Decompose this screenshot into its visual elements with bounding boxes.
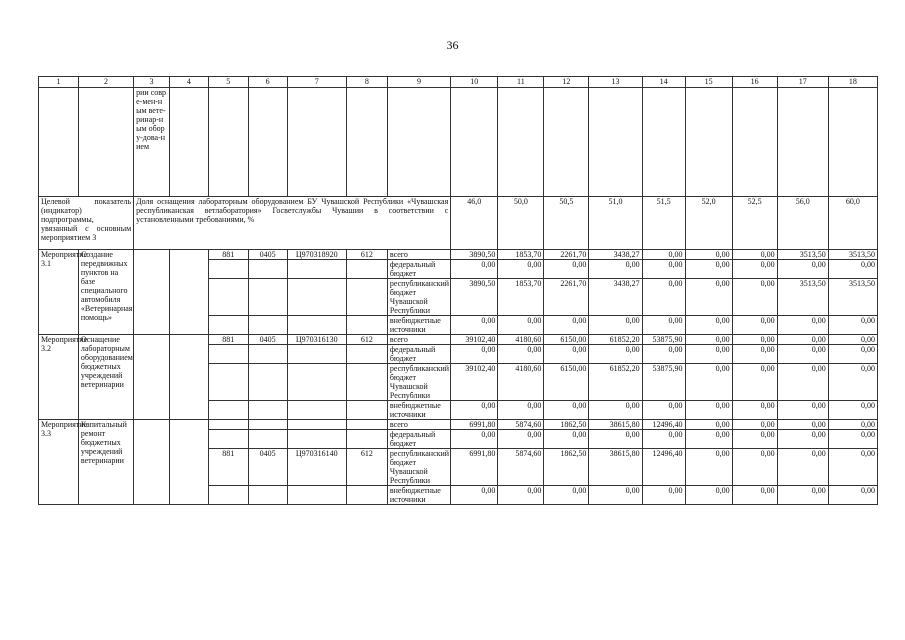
vr-code: 612	[346, 449, 387, 486]
empty-cell	[248, 260, 287, 279]
amount-cell: 0,00	[685, 364, 732, 401]
table-row	[39, 420, 878, 430]
amount-cell: 5874,60	[498, 449, 544, 486]
empty-cell	[287, 88, 346, 197]
empty-cell	[346, 260, 387, 279]
amount-cell: 0,00	[732, 260, 777, 279]
funding-source: всего	[387, 335, 450, 345]
empty-cell	[248, 345, 287, 364]
amount-cell: 0,00	[642, 345, 685, 364]
amount-cell: 3513,50	[777, 279, 828, 316]
amount-cell: 0,00	[732, 420, 777, 430]
amount-cell: 0,00	[451, 401, 498, 420]
funding-source: внебюджетные источники	[387, 316, 450, 335]
amount-cell: 0,00	[828, 430, 877, 449]
amount-cell: 0,00	[642, 279, 685, 316]
empty-cell	[208, 401, 248, 420]
amount-cell: 0,00	[777, 430, 828, 449]
amount-cell: 0,00	[828, 449, 877, 486]
amount-cell: 0,00	[828, 316, 877, 335]
amount-cell: 0,00	[589, 486, 642, 505]
empty-cell	[287, 260, 346, 279]
indicator-row	[39, 197, 878, 250]
empty-cell	[134, 420, 170, 505]
column-number: 15	[685, 77, 732, 88]
amount-cell: 39102,40	[451, 364, 498, 401]
amount-cell: 1853,70	[498, 250, 544, 260]
empty-cell	[248, 364, 287, 401]
empty-cell	[248, 486, 287, 505]
vr-code: 612	[346, 335, 387, 345]
amount-cell: 0,00	[544, 401, 589, 420]
indicator-description: Доля оснащения лабораторным оборудованием БУ Чувашской Республики «Чувашская республиканская ветлаборатория» Госветслужбы Чувашии в соответствии с установленными требованиями, %	[134, 197, 451, 250]
rzpr-code: 0405	[248, 335, 287, 345]
amount-cell: 0,00	[642, 260, 685, 279]
amount-cell: 0,00	[732, 250, 777, 260]
amount-cell: 0,00	[642, 401, 685, 420]
indicator-label: Целевой показатель (индикатор) подпрограммы, увязанный с основным мероприятием 3	[39, 197, 134, 250]
empty-cell	[78, 88, 133, 197]
amount-cell: 0,00	[828, 345, 877, 364]
csr-code: Ц970316130	[287, 335, 346, 345]
amount-cell: 0,00	[732, 279, 777, 316]
indicator-value: 60,0	[828, 197, 877, 250]
empty-cell	[287, 401, 346, 420]
amount-cell: 0,00	[777, 345, 828, 364]
amount-cell: 0,00	[589, 401, 642, 420]
amount-cell: 0,00	[685, 420, 732, 430]
amount-cell: 6991,80	[451, 420, 498, 430]
amount-cell: 0,00	[498, 345, 544, 364]
empty-cell	[287, 486, 346, 505]
amount-cell: 0,00	[451, 316, 498, 335]
continuation-row	[39, 88, 878, 197]
amount-cell: 0,00	[498, 260, 544, 279]
amount-cell: 0,00	[828, 401, 877, 420]
empty-cell	[346, 401, 387, 420]
empty-cell	[208, 420, 248, 430]
amount-cell: 0,00	[642, 250, 685, 260]
empty-cell	[346, 430, 387, 449]
amount-cell: 0,00	[828, 420, 877, 430]
amount-cell: 53875,90	[642, 335, 685, 345]
funding-source: всего	[387, 250, 450, 260]
amount-cell: 0,00	[544, 345, 589, 364]
empty-cell	[248, 420, 287, 430]
empty-cell	[387, 88, 450, 197]
column-number: 11	[498, 77, 544, 88]
empty-cell	[346, 420, 387, 430]
amount-cell: 0,00	[642, 430, 685, 449]
empty-cell	[777, 88, 828, 197]
amount-cell: 39102,40	[451, 335, 498, 345]
amount-cell: 0,00	[777, 335, 828, 345]
empty-cell	[208, 364, 248, 401]
indicator-value: 51,5	[642, 197, 685, 250]
column-number: 4	[169, 77, 208, 88]
empty-cell	[208, 430, 248, 449]
vr-code: 612	[346, 250, 387, 260]
table-row	[39, 250, 878, 260]
rzpr-code: 0405	[248, 250, 287, 260]
event-label: Мероприятие 3.3	[39, 420, 79, 505]
amount-cell: 0,00	[642, 316, 685, 335]
empty-cell	[346, 88, 387, 197]
amount-cell: 0,00	[685, 250, 732, 260]
column-number: 7	[287, 77, 346, 88]
amount-cell: 0,00	[451, 486, 498, 505]
amount-cell: 0,00	[642, 486, 685, 505]
empty-cell	[642, 88, 685, 197]
page-number: 36	[446, 38, 459, 52]
empty-cell	[685, 88, 732, 197]
amount-cell: 0,00	[544, 430, 589, 449]
column-number-row	[39, 77, 878, 88]
amount-cell: 3438,27	[589, 250, 642, 260]
funding-source: федеральный бюджет	[387, 260, 450, 279]
indicator-value: 52,5	[732, 197, 777, 250]
column-number: 17	[777, 77, 828, 88]
amount-cell: 3513,50	[777, 250, 828, 260]
indicator-value: 51,0	[589, 197, 642, 250]
column-number: 5	[208, 77, 248, 88]
table-row	[39, 335, 878, 345]
amount-cell: 0,00	[777, 449, 828, 486]
amount-cell: 12496,40	[642, 449, 685, 486]
amount-cell: 61852,20	[589, 364, 642, 401]
amount-cell: 0,00	[732, 449, 777, 486]
column-number: 6	[248, 77, 287, 88]
csr-code: Ц970318920	[287, 250, 346, 260]
column-number: 3	[134, 77, 170, 88]
empty-cell	[39, 88, 79, 197]
amount-cell: 0,00	[685, 260, 732, 279]
event-label: Мероприятие 3.2	[39, 335, 79, 420]
indicator-value: 50,0	[498, 197, 544, 250]
empty-cell	[134, 250, 170, 335]
empty-cell	[208, 345, 248, 364]
amount-cell: 0,00	[544, 316, 589, 335]
amount-cell: 0,00	[732, 316, 777, 335]
amount-cell: 0,00	[828, 364, 877, 401]
empty-cell	[287, 279, 346, 316]
indicator-value: 46,0	[451, 197, 498, 250]
empty-cell	[544, 88, 589, 197]
column-number: 13	[589, 77, 642, 88]
funding-source: внебюджетные источники	[387, 401, 450, 420]
amount-cell: 0,00	[777, 316, 828, 335]
amount-cell: 3890,50	[451, 279, 498, 316]
amount-cell: 3513,50	[828, 279, 877, 316]
empty-cell	[248, 88, 287, 197]
empty-cell	[248, 401, 287, 420]
empty-cell	[169, 88, 208, 197]
column-number: 10	[451, 77, 498, 88]
funding-source: всего	[387, 420, 450, 430]
empty-cell	[346, 364, 387, 401]
grbs-code: 881	[208, 449, 248, 486]
empty-cell	[498, 88, 544, 197]
event-name: Капитальный ремонт бюджетных учреждений ветеринарии	[78, 420, 133, 505]
amount-cell: 38615,80	[589, 449, 642, 486]
amount-cell: 4180,60	[498, 335, 544, 345]
amount-cell: 2261,70	[544, 279, 589, 316]
amount-cell: 0,00	[451, 430, 498, 449]
amount-cell: 0,00	[732, 401, 777, 420]
column-number: 18	[828, 77, 877, 88]
funding-source: федеральный бюджет	[387, 430, 450, 449]
amount-cell: 0,00	[828, 260, 877, 279]
event-label: Мероприятие 3.1	[39, 250, 79, 335]
csr-code: Ц970316140	[287, 449, 346, 486]
continuation-text: рии совре-мен-ным вете-ринар-ным обору-дова-нием	[134, 88, 170, 197]
amount-cell: 0,00	[777, 486, 828, 505]
funding-source: федеральный бюджет	[387, 345, 450, 364]
funding-source: республиканский бюджет Чувашской Республики	[387, 364, 450, 401]
amount-cell: 0,00	[685, 316, 732, 335]
amount-cell: 1862,50	[544, 420, 589, 430]
amount-cell: 0,00	[685, 430, 732, 449]
empty-cell	[248, 430, 287, 449]
empty-cell	[134, 335, 170, 420]
empty-cell	[589, 88, 642, 197]
amount-cell: 2261,70	[544, 250, 589, 260]
column-number: 8	[346, 77, 387, 88]
empty-cell	[828, 88, 877, 197]
amount-cell: 0,00	[589, 260, 642, 279]
amount-cell: 0,00	[589, 430, 642, 449]
empty-cell	[248, 279, 287, 316]
amount-cell: 0,00	[732, 364, 777, 401]
indicator-value: 52,0	[685, 197, 732, 250]
amount-cell: 0,00	[732, 345, 777, 364]
funding-source: республиканский бюджет Чувашской Республики	[387, 279, 450, 316]
amount-cell: 0,00	[777, 420, 828, 430]
amount-cell: 0,00	[544, 260, 589, 279]
amount-cell: 0,00	[498, 486, 544, 505]
amount-cell: 5874,60	[498, 420, 544, 430]
empty-cell	[208, 88, 248, 197]
empty-cell	[169, 335, 208, 420]
indicator-value: 50,5	[544, 197, 589, 250]
amount-cell: 3890,50	[451, 250, 498, 260]
amount-cell: 12496,40	[642, 420, 685, 430]
amount-cell: 0,00	[777, 364, 828, 401]
funding-source: внебюджетные источники	[387, 486, 450, 505]
amount-cell: 6150,00	[544, 335, 589, 345]
empty-cell	[169, 250, 208, 335]
amount-cell: 1853,70	[498, 279, 544, 316]
amount-cell: 0,00	[685, 449, 732, 486]
amount-cell: 0,00	[828, 486, 877, 505]
empty-cell	[208, 316, 248, 335]
amount-cell: 0,00	[777, 260, 828, 279]
empty-cell	[346, 345, 387, 364]
empty-cell	[346, 486, 387, 505]
amount-cell: 0,00	[732, 486, 777, 505]
amount-cell: 0,00	[777, 401, 828, 420]
amount-cell: 6150,00	[544, 364, 589, 401]
amount-cell: 53875,90	[642, 364, 685, 401]
empty-cell	[732, 88, 777, 197]
empty-cell	[451, 88, 498, 197]
event-name: Оснащение лабораторным оборудованием бюджетных учреждений ветеринарии	[78, 335, 133, 420]
amount-cell: 0,00	[828, 335, 877, 345]
empty-cell	[287, 420, 346, 430]
amount-cell: 0,00	[685, 401, 732, 420]
amount-cell: 0,00	[498, 316, 544, 335]
amount-cell: 1862,50	[544, 449, 589, 486]
column-number: 1	[39, 77, 79, 88]
amount-cell: 0,00	[732, 335, 777, 345]
empty-cell	[346, 316, 387, 335]
event-name: Создание передвижных пунктов на базе специального автомобиля «Ветеринарная помощь»	[78, 250, 133, 335]
amount-cell: 0,00	[451, 345, 498, 364]
amount-cell: 0,00	[498, 401, 544, 420]
indicator-value: 56,0	[777, 197, 828, 250]
empty-cell	[208, 279, 248, 316]
rzpr-code: 0405	[248, 449, 287, 486]
empty-cell	[208, 486, 248, 505]
budget-table	[38, 76, 878, 505]
empty-cell	[287, 364, 346, 401]
funding-source: республиканский бюджет Чувашской Республики	[387, 449, 450, 486]
amount-cell: 6991,80	[451, 449, 498, 486]
amount-cell: 0,00	[685, 335, 732, 345]
empty-cell	[248, 316, 287, 335]
amount-cell: 0,00	[498, 430, 544, 449]
amount-cell: 0,00	[589, 345, 642, 364]
amount-cell: 0,00	[685, 345, 732, 364]
empty-cell	[208, 260, 248, 279]
amount-cell: 0,00	[685, 486, 732, 505]
amount-cell: 0,00	[589, 316, 642, 335]
empty-cell	[287, 316, 346, 335]
empty-cell	[287, 430, 346, 449]
amount-cell: 0,00	[544, 486, 589, 505]
column-number: 9	[387, 77, 450, 88]
amount-cell: 61852,20	[589, 335, 642, 345]
column-number: 16	[732, 77, 777, 88]
amount-cell: 38615,80	[589, 420, 642, 430]
amount-cell: 0,00	[732, 430, 777, 449]
amount-cell: 4180,60	[498, 364, 544, 401]
empty-cell	[287, 345, 346, 364]
empty-cell	[346, 279, 387, 316]
amount-cell: 3438,27	[589, 279, 642, 316]
amount-cell: 0,00	[685, 279, 732, 316]
column-number: 12	[544, 77, 589, 88]
grbs-code: 881	[208, 250, 248, 260]
column-number: 14	[642, 77, 685, 88]
column-number: 2	[78, 77, 133, 88]
amount-cell: 3513,50	[828, 250, 877, 260]
grbs-code: 881	[208, 335, 248, 345]
empty-cell	[169, 420, 208, 505]
amount-cell: 0,00	[451, 260, 498, 279]
